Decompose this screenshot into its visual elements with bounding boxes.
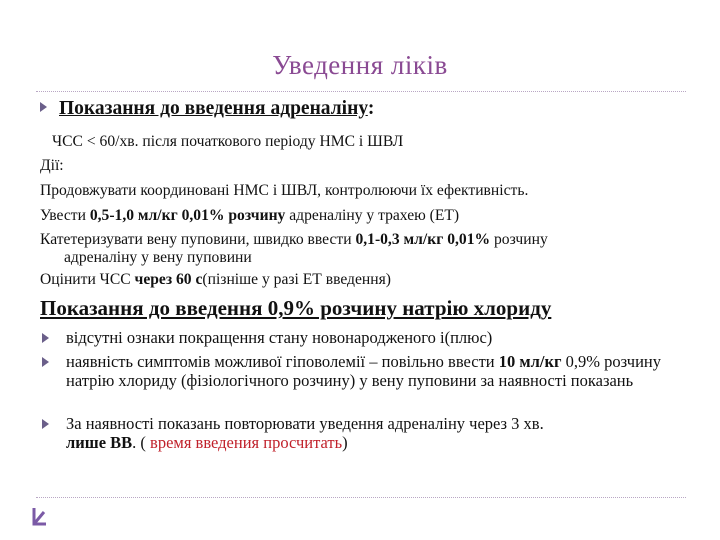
eval-time: через 60 с	[134, 271, 203, 288]
bullet-arrow-icon	[40, 102, 47, 112]
trachea-dose: 0,5-1,0 мл/кг 0,01% розчину	[89, 207, 286, 224]
continue-ventilation-line: Продовжувати координовані НМС і ШВЛ, контролюючи їх ефективність.	[40, 182, 529, 199]
cath-text-1: Катетеризувати вену пуповини, швидко ввести	[40, 231, 356, 248]
heading-adrenaline-text: Показання до введення адреналіну	[59, 98, 368, 119]
bullet-text: відсутні ознаки покращення стану новонародженого і(плюс)	[66, 328, 493, 347]
heading-adrenaline-indications	[40, 98, 374, 120]
bullet-arrow-icon	[42, 357, 49, 367]
list-item	[40, 414, 690, 452]
corner-decoration-icon	[32, 506, 48, 526]
eval-text-1: Оцінити ЧСС	[40, 271, 135, 288]
bullet-red-note: время введения просчитать	[150, 433, 343, 452]
bullet-text-2: . (	[132, 433, 151, 452]
heading-colon: :	[367, 98, 375, 119]
bullet-route: лише ВВ	[66, 433, 133, 452]
list-item	[40, 328, 690, 347]
heart-rate-line: ЧСС < 60/хв. після початкового періоду НМС і ШВЛ	[52, 133, 404, 150]
actions-label: Дії:	[40, 157, 64, 174]
bullet-text	[66, 414, 690, 452]
cath-text-2: розчину	[490, 231, 548, 248]
catheterize-line-cont: адреналіну у вену пуповини	[64, 249, 252, 266]
cath-dose: 0,1-0,3 мл/кг 0,01%	[355, 231, 491, 248]
bullet-text-3: )	[342, 433, 348, 452]
heading-saline-indications: Показання до введення 0,9% розчину натрію хлориду	[40, 296, 552, 320]
catheterize-line	[40, 231, 548, 249]
evaluate-line	[40, 271, 391, 289]
trachea-text-1: Увести	[40, 207, 90, 224]
eval-text-2: (пізніше у разі ЕТ введення)	[202, 271, 391, 288]
trachea-text-2: адреналіну у трахею (ЕТ)	[285, 207, 460, 224]
list-item	[40, 352, 690, 390]
bullet-arrow-icon	[42, 333, 49, 343]
slide-title: Уведення ліків	[272, 50, 448, 80]
title-divider	[36, 91, 686, 92]
bullet-text-2: 0,9% розчину натрію хлориду (фізіологічного розчину) у вену пуповини за наявності показань	[66, 352, 661, 390]
bullet-text	[66, 352, 690, 390]
trachea-dose-line	[40, 207, 459, 225]
bullet-text-1: За наявності показань повторювати уведення адреналіну через 3 хв.	[66, 414, 544, 433]
bullet-dose: 10 мл/кг	[498, 352, 562, 371]
bullet-arrow-icon	[42, 419, 49, 429]
footer-divider	[36, 497, 686, 498]
bullet-text-1: наявність симптомів можливої гіповолемії – повільно ввести	[66, 352, 499, 371]
